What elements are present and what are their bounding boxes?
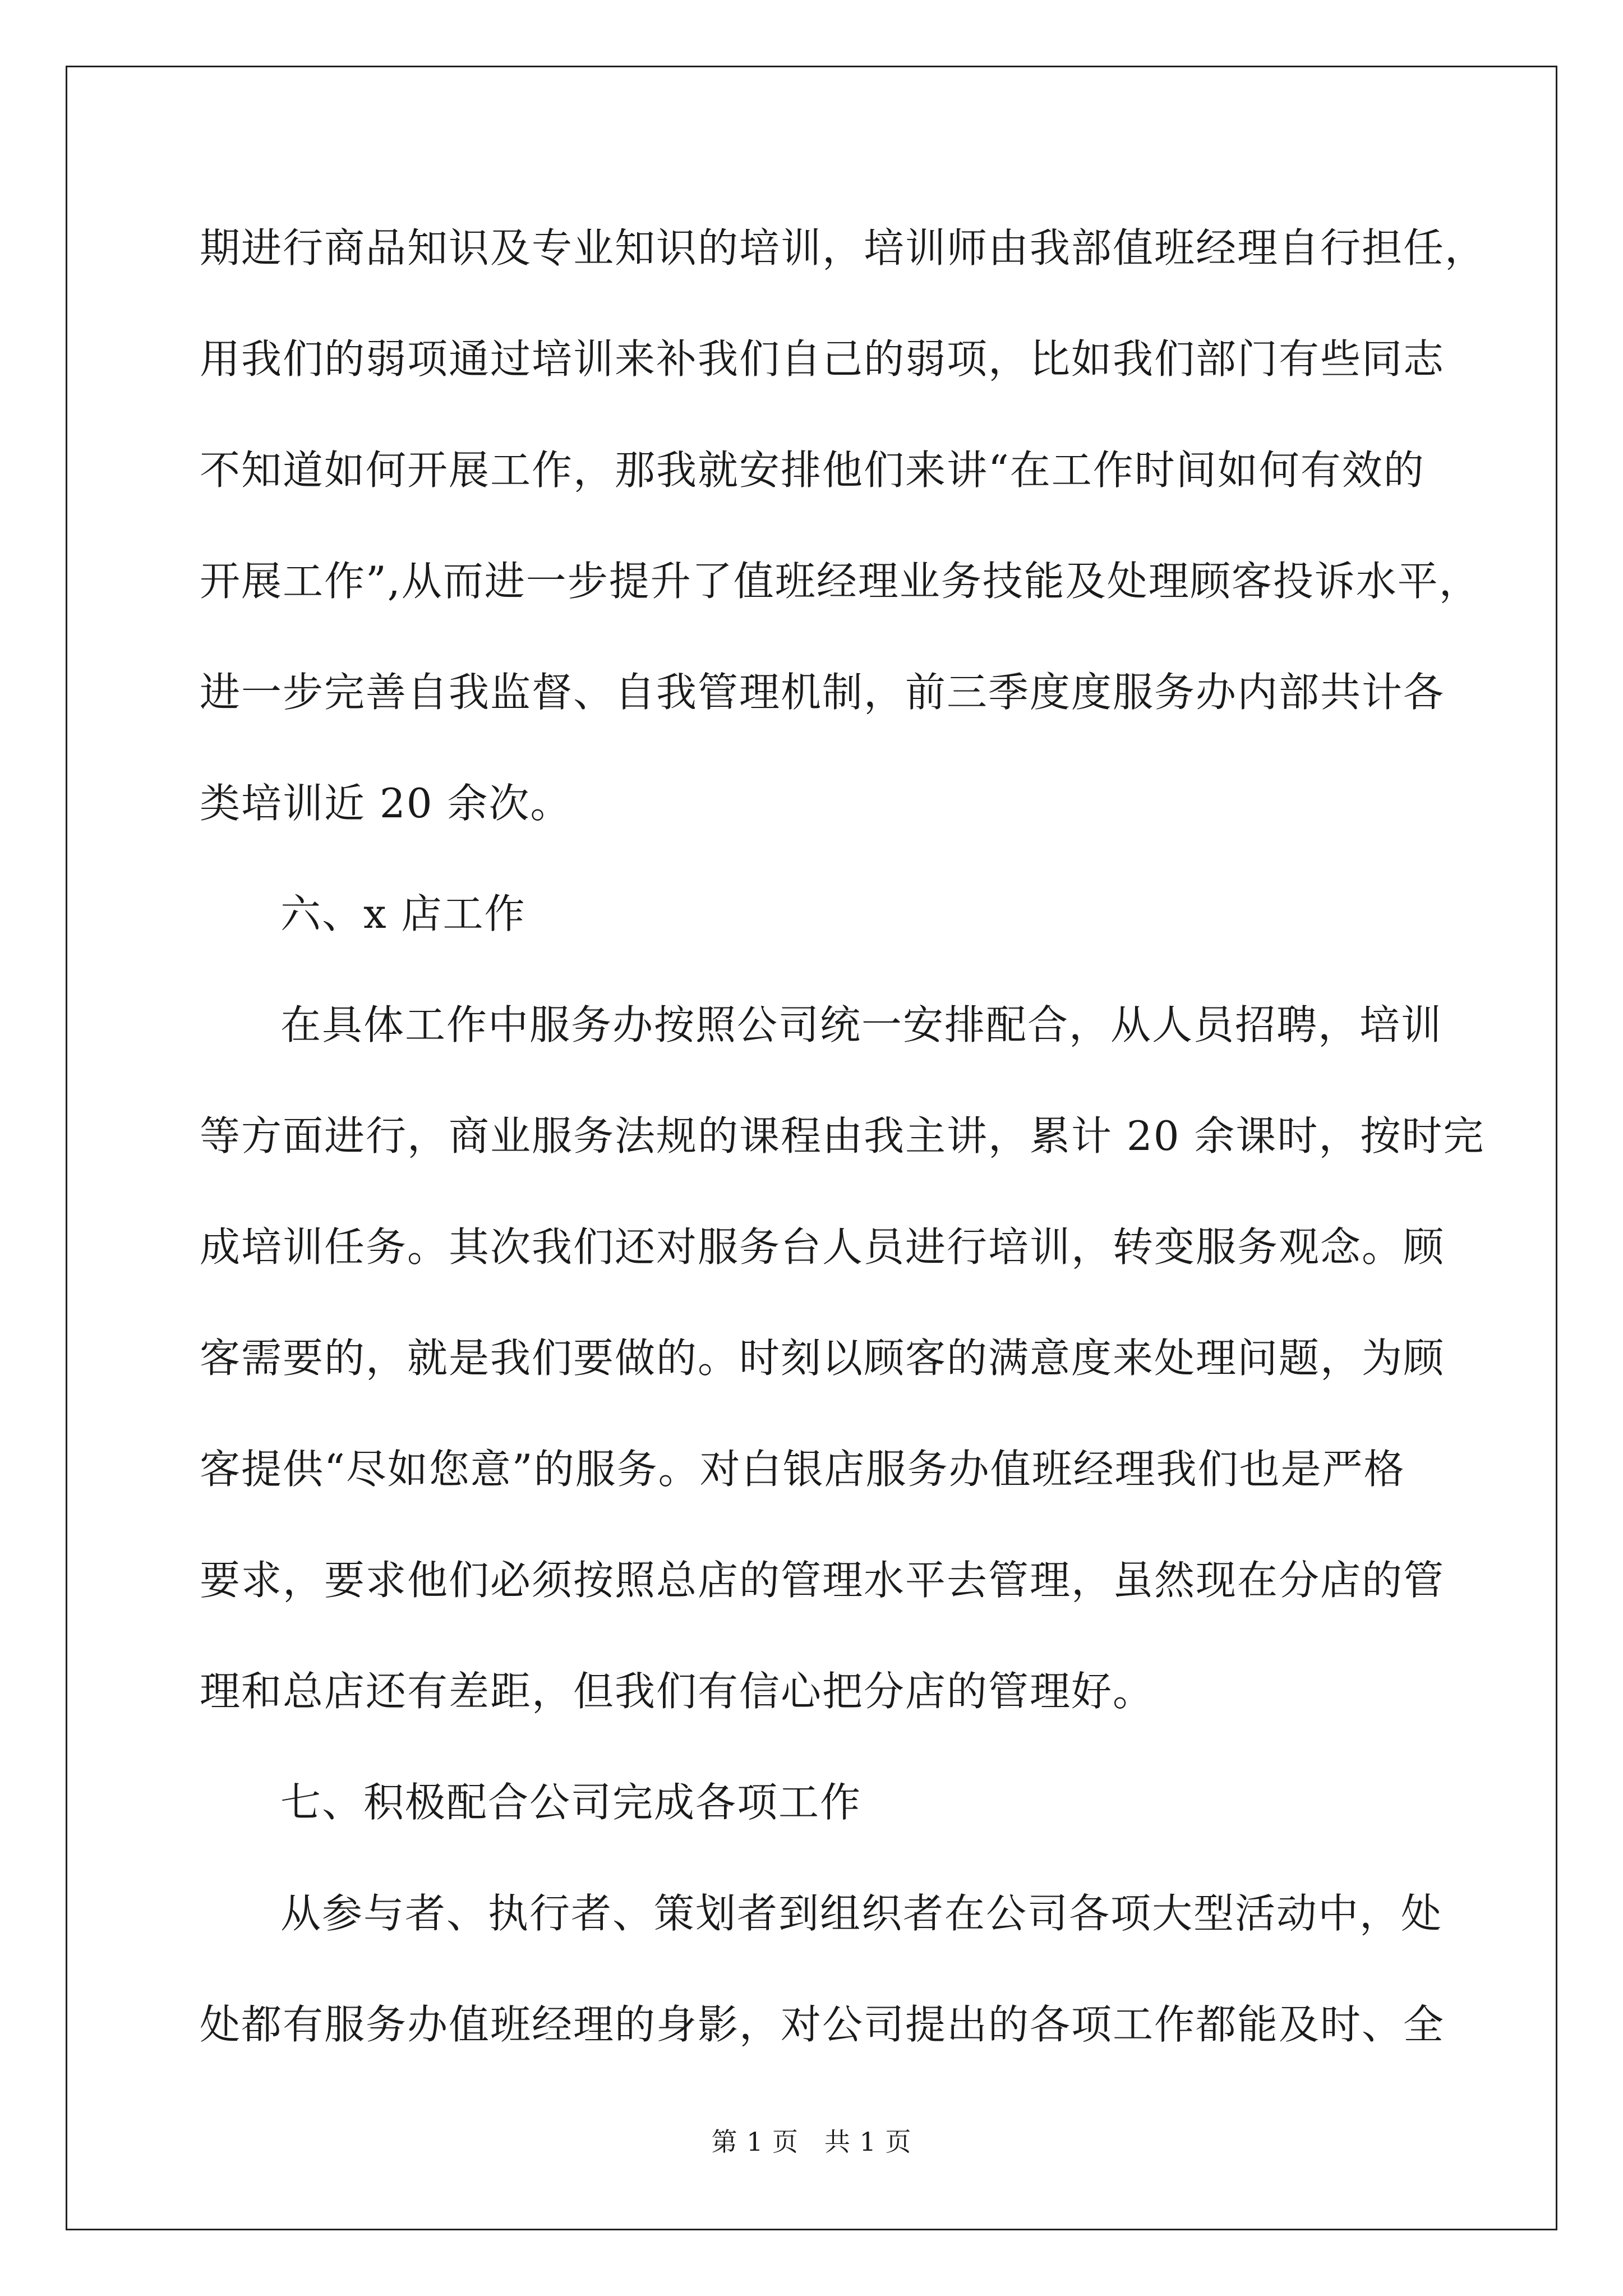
paragraph-line: 要求，要求他们必须按照总店的管理水平去管理，虽然现在分店的管: [200, 1557, 1445, 1604]
paragraph-line: 客提供“尽如您意”的服务。对白银店服务办值班经理我们也是严格: [200, 1446, 1405, 1493]
page-count: 共 1 页: [824, 2127, 912, 2157]
paragraph-line: 开展工作”,从而进一步提升了值班经理业务技能及处理顾客投诉水平，: [200, 558, 1481, 605]
page-footer: [0, 2125, 1623, 2159]
page-number: 第 1 页: [711, 2127, 799, 2157]
paragraph-line: 从参与者、执行者、策划者到组织者在公司各项大型活动中，处: [280, 1890, 1443, 1937]
paragraph-line: 进一步完善自我监督、自我管理机制，前三季度度服务办内部共计各: [200, 669, 1445, 716]
paragraph-line: 类培训近 20 余次。: [200, 780, 572, 827]
paragraph-line: 不知道如何开展工作，那我就安排他们来讲“在工作时间如何有效的: [200, 447, 1425, 494]
paragraph-line: 等方面进行，商业服务法规的课程由我主讲，累计 20 余课时，按时完: [200, 1112, 1485, 1159]
paragraph-line: 在具体工作中服务办按照公司统一安排配合，从人员招聘，培训: [280, 1001, 1443, 1048]
paragraph-line: 客需要的，就是我们要做的。时刻以顾客的满意度来处理问题，为顾: [200, 1335, 1445, 1382]
paragraph-line: 成培训任务。其次我们还对服务台人员进行培训，转变服务观念。顾: [200, 1223, 1445, 1271]
section-heading: 七、积极配合公司完成各项工作: [280, 1779, 862, 1826]
paragraph-line: 处都有服务办值班经理的身影，对公司提出的各项工作都能及时、全: [200, 2001, 1445, 2048]
paragraph-line: 用我们的弱项通过培训来补我们自己的弱项，比如我们部门有些同志: [200, 335, 1445, 383]
paragraph-line: 理和总店还有差距，但我们有信心把分店的管理好。: [200, 1668, 1155, 1715]
paragraph-line: 期进行商品知识及专业知识的培训，培训师由我部值班经理自行担任，: [200, 224, 1487, 272]
section-heading: 六、x 店工作: [280, 890, 526, 937]
